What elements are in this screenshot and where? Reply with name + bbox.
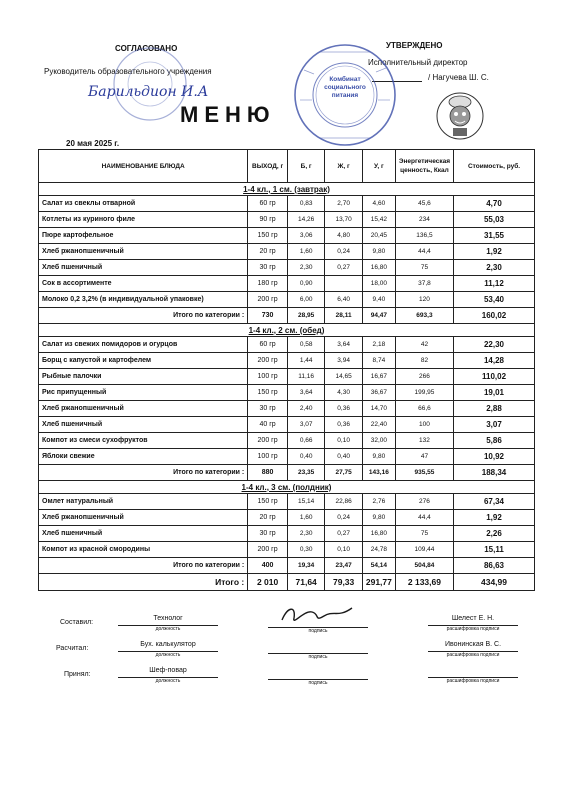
dish-protein: 11,16 bbox=[287, 369, 324, 385]
dish-energy: 120 bbox=[395, 292, 453, 308]
dish-protein: 2,30 bbox=[287, 526, 324, 542]
dish-name: Хлеб пшеничный bbox=[39, 526, 248, 542]
dish-price: 67,34 bbox=[454, 494, 535, 510]
handwritten-signature bbox=[278, 600, 358, 628]
dish-energy: 37,8 bbox=[395, 276, 453, 292]
dish-fat: 0,10 bbox=[325, 433, 362, 449]
dish-fat: 0,27 bbox=[325, 526, 362, 542]
dish-carbs: 2,76 bbox=[362, 494, 395, 510]
dish-energy: 136,5 bbox=[395, 228, 453, 244]
dish-carbs: 4,60 bbox=[362, 196, 395, 212]
table-row bbox=[39, 212, 535, 228]
dish-output: 150 гр bbox=[248, 228, 288, 244]
total-energy: 693,3 bbox=[395, 308, 453, 324]
total-carbs: 143,16 bbox=[362, 465, 395, 481]
dish-energy: 44,4 bbox=[395, 510, 453, 526]
dish-fat: 0,27 bbox=[325, 260, 362, 276]
dish-price: 3,07 bbox=[454, 417, 535, 433]
category-total-row bbox=[39, 308, 535, 324]
dish-carbs: 32,00 bbox=[362, 433, 395, 449]
dish-fat: 13,70 bbox=[325, 212, 362, 228]
dish-output: 20 гр bbox=[248, 244, 288, 260]
table-row bbox=[39, 494, 535, 510]
dish-name: Хлеб пшеничный bbox=[39, 417, 248, 433]
dish-fat: 0,40 bbox=[325, 449, 362, 465]
table-row bbox=[39, 228, 535, 244]
dish-name: Салат из свежих помидоров и огурцов bbox=[39, 337, 248, 353]
table-row bbox=[39, 433, 535, 449]
dish-protein: 0,58 bbox=[287, 337, 324, 353]
dish-price: 4,70 bbox=[454, 196, 535, 212]
total-price: 188,34 bbox=[454, 465, 535, 481]
total-protein: 23,35 bbox=[287, 465, 324, 481]
dish-output: 40 гр bbox=[248, 417, 288, 433]
dish-output: 30 гр bbox=[248, 260, 288, 276]
dish-price: 14,28 bbox=[454, 353, 535, 369]
category-total-label: Итого по категории : bbox=[39, 558, 248, 574]
dish-price: 19,01 bbox=[454, 385, 535, 401]
dish-output: 200 гр bbox=[248, 542, 288, 558]
dish-name: Хлеб ржанопшеничный bbox=[39, 244, 248, 260]
dish-protein: 2,30 bbox=[287, 260, 324, 276]
dish-energy: 266 bbox=[395, 369, 453, 385]
dish-name: Сок в ассортименте bbox=[39, 276, 248, 292]
agreed-role: Руководитель образовательного учреждения bbox=[44, 67, 212, 76]
category-total-label: Итого по категории : bbox=[39, 308, 248, 324]
sign-caption: подпись bbox=[308, 628, 328, 634]
col-protein: Б, г bbox=[287, 150, 324, 183]
dish-price: 110,02 bbox=[454, 369, 535, 385]
dish-energy: 42 bbox=[395, 337, 453, 353]
dish-price: 22,30 bbox=[454, 337, 535, 353]
dish-price: 1,92 bbox=[454, 510, 535, 526]
dish-output: 30 гр bbox=[248, 401, 288, 417]
dish-output: 60 гр bbox=[248, 196, 288, 212]
dish-protein: 3,07 bbox=[287, 417, 324, 433]
dish-name: Яблоки свежие bbox=[39, 449, 248, 465]
dish-output: 20 гр bbox=[248, 510, 288, 526]
dish-protein: 1,60 bbox=[287, 510, 324, 526]
dish-carbs: 36,67 bbox=[362, 385, 395, 401]
dish-price: 2,88 bbox=[454, 401, 535, 417]
dish-price: 55,03 bbox=[454, 212, 535, 228]
table-row bbox=[39, 369, 535, 385]
grand-price: 434,99 bbox=[454, 574, 535, 591]
approved-title: УТВЕРЖДЕНО bbox=[386, 41, 443, 50]
dish-fat: 0,10 bbox=[325, 542, 362, 558]
col-fat: Ж, г bbox=[325, 150, 362, 183]
dish-carbs: 8,74 bbox=[362, 353, 395, 369]
section-title: 1-4 кл., 2 см. (обед) bbox=[39, 324, 535, 337]
total-fat: 28,11 bbox=[325, 308, 362, 324]
dish-fat: 4,80 bbox=[325, 228, 362, 244]
col-carbs: У, г bbox=[362, 150, 395, 183]
dish-output: 30 гр bbox=[248, 526, 288, 542]
stamp-line-1: Комбинат bbox=[329, 76, 361, 83]
dish-fat: 0,24 bbox=[325, 244, 362, 260]
dish-name: Рис припущенный bbox=[39, 385, 248, 401]
dish-name: Компот из красной смородины bbox=[39, 542, 248, 558]
total-price: 160,02 bbox=[454, 308, 535, 324]
dish-output: 200 гр bbox=[248, 292, 288, 308]
col-name: НАИМЕНОВАНИЕ БЛЮДА bbox=[39, 150, 248, 183]
dish-protein: 0,83 bbox=[287, 196, 324, 212]
table-row bbox=[39, 337, 535, 353]
dish-output: 100 гр bbox=[248, 449, 288, 465]
dish-fat: 3,64 bbox=[325, 337, 362, 353]
grand-total-row bbox=[39, 574, 535, 591]
dish-carbs: 18,00 bbox=[362, 276, 395, 292]
signature-role: Шеф-повар bbox=[149, 667, 187, 674]
dish-name: Борщ с капустой и картофелем bbox=[39, 353, 248, 369]
dish-output: 100 гр bbox=[248, 369, 288, 385]
approved-role: Исполнительный директор bbox=[368, 58, 468, 67]
sign-caption: подпись bbox=[308, 680, 328, 686]
dish-carbs: 9,80 bbox=[362, 510, 395, 526]
dish-fat: 14,65 bbox=[325, 369, 362, 385]
dish-name: Молоко 0,2 3,2% (в индивидуальной упаковке) bbox=[39, 292, 248, 308]
table-row bbox=[39, 260, 535, 276]
dish-energy: 100 bbox=[395, 417, 453, 433]
dish-protein: 1,44 bbox=[287, 353, 324, 369]
dish-output: 200 гр bbox=[248, 433, 288, 449]
approved-name: / Нагучева Ш. С. bbox=[428, 73, 489, 82]
dish-energy: 276 bbox=[395, 494, 453, 510]
stamp-line-2: социального bbox=[324, 84, 366, 91]
section-title: 1-4 кл., 3 см. (полдник) bbox=[39, 481, 535, 494]
dish-price: 11,12 bbox=[454, 276, 535, 292]
grand-energy: 2 133,69 bbox=[395, 574, 453, 591]
total-output: 880 bbox=[248, 465, 288, 481]
dish-energy: 44,4 bbox=[395, 244, 453, 260]
table-row bbox=[39, 526, 535, 542]
table-row bbox=[39, 244, 535, 260]
dish-carbs: 16,67 bbox=[362, 369, 395, 385]
section-title: 1-4 кл., 1 см. (завтрак) bbox=[39, 183, 535, 196]
dish-energy: 109,44 bbox=[395, 542, 453, 558]
role-caption: должность bbox=[155, 678, 181, 684]
category-total-row bbox=[39, 558, 535, 574]
dish-name: Котлеты из куриного филе bbox=[39, 212, 248, 228]
name-caption: расшифровка подписи bbox=[446, 678, 500, 684]
total-energy: 935,55 bbox=[395, 465, 453, 481]
dish-fat: 2,70 bbox=[325, 196, 362, 212]
col-output: ВЫХОД, г bbox=[248, 150, 288, 183]
dish-carbs: 16,80 bbox=[362, 526, 395, 542]
total-output: 730 bbox=[248, 308, 288, 324]
table-row bbox=[39, 196, 535, 212]
table-row bbox=[39, 276, 535, 292]
dish-price: 2,30 bbox=[454, 260, 535, 276]
dish-carbs: 24,78 bbox=[362, 542, 395, 558]
signature-name: Шелест Е. Н. bbox=[451, 615, 495, 622]
dish-name: Хлеб ржанопшеничный bbox=[39, 401, 248, 417]
grand-carbs: 291,77 bbox=[362, 574, 395, 591]
dish-output: 150 гр bbox=[248, 494, 288, 510]
total-fat: 23,47 bbox=[325, 558, 362, 574]
dish-energy: 66,6 bbox=[395, 401, 453, 417]
col-energy: Энергетическая ценность, Ккал bbox=[395, 150, 453, 183]
grand-total-label: Итого : bbox=[39, 574, 248, 591]
dish-fat bbox=[325, 276, 362, 292]
dish-price: 2,26 bbox=[454, 526, 535, 542]
role-caption: должность bbox=[155, 652, 181, 658]
chef-emblem-icon bbox=[435, 88, 485, 143]
total-carbs: 94,47 bbox=[362, 308, 395, 324]
grand-protein: 71,64 bbox=[287, 574, 324, 591]
total-protein: 19,34 bbox=[287, 558, 324, 574]
dish-name: Хлеб ржанопшеничный bbox=[39, 510, 248, 526]
dish-energy: 234 bbox=[395, 212, 453, 228]
table-header-row bbox=[39, 150, 535, 183]
dish-price: 53,40 bbox=[454, 292, 535, 308]
agreed-title: СОГЛАСОВАНО bbox=[115, 44, 178, 53]
total-price: 86,63 bbox=[454, 558, 535, 574]
dish-output: 180 гр bbox=[248, 276, 288, 292]
name-caption: расшифровка подписи bbox=[446, 626, 500, 632]
dish-energy: 45,6 bbox=[395, 196, 453, 212]
menu-table bbox=[38, 149, 535, 591]
dish-carbs: 20,45 bbox=[362, 228, 395, 244]
dish-fat: 22,86 bbox=[325, 494, 362, 510]
section-title-row bbox=[39, 481, 535, 494]
dish-output: 60 гр bbox=[248, 337, 288, 353]
dish-fat: 0,24 bbox=[325, 510, 362, 526]
dish-price: 31,55 bbox=[454, 228, 535, 244]
signature-role: Технолог bbox=[153, 615, 183, 622]
signature-name: Ивонинская В. С. bbox=[444, 641, 502, 648]
dish-energy: 47 bbox=[395, 449, 453, 465]
dish-name: Компот из смеси сухофруктов bbox=[39, 433, 248, 449]
total-carbs: 54,14 bbox=[362, 558, 395, 574]
dish-name: Омлет натуральный bbox=[39, 494, 248, 510]
stamp-line-3: питания bbox=[331, 92, 359, 99]
table-row bbox=[39, 510, 535, 526]
dish-output: 150 гр bbox=[248, 385, 288, 401]
table-row bbox=[39, 401, 535, 417]
dish-carbs: 9,40 bbox=[362, 292, 395, 308]
dish-energy: 132 bbox=[395, 433, 453, 449]
dish-protein: 0,90 bbox=[287, 276, 324, 292]
role-caption: должность bbox=[155, 626, 181, 632]
dish-carbs: 15,42 bbox=[362, 212, 395, 228]
dish-price: 5,86 bbox=[454, 433, 535, 449]
table-row bbox=[39, 385, 535, 401]
dish-name: Пюре картофельное bbox=[39, 228, 248, 244]
table-row bbox=[39, 417, 535, 433]
dish-fat: 3,94 bbox=[325, 353, 362, 369]
grand-fat: 79,33 bbox=[325, 574, 362, 591]
table-row bbox=[39, 292, 535, 308]
category-total-label: Итого по категории : bbox=[39, 465, 248, 481]
dish-protein: 2,40 bbox=[287, 401, 324, 417]
dish-name: Рыбные палочки bbox=[39, 369, 248, 385]
section-title-row bbox=[39, 183, 535, 196]
menu-date: 20 мая 2025 г. bbox=[66, 139, 120, 148]
menu-title: МЕНЮ bbox=[180, 102, 276, 127]
dish-fat: 0,36 bbox=[325, 401, 362, 417]
signature-label: Составил: bbox=[60, 619, 94, 626]
dish-carbs: 16,80 bbox=[362, 260, 395, 276]
dish-energy: 75 bbox=[395, 526, 453, 542]
total-energy: 504,84 bbox=[395, 558, 453, 574]
dish-protein: 0,66 bbox=[287, 433, 324, 449]
dish-fat: 0,36 bbox=[325, 417, 362, 433]
dish-protein: 3,64 bbox=[287, 385, 324, 401]
grand-output: 2 010 bbox=[248, 574, 288, 591]
dish-carbs: 22,40 bbox=[362, 417, 395, 433]
total-output: 400 bbox=[248, 558, 288, 574]
category-total-row bbox=[39, 465, 535, 481]
dish-protein: 1,60 bbox=[287, 244, 324, 260]
dish-output: 90 гр bbox=[248, 212, 288, 228]
dish-carbs: 9,80 bbox=[362, 449, 395, 465]
signature-label: Принял: bbox=[64, 671, 91, 678]
col-price: Стоимость, руб. bbox=[454, 150, 535, 183]
dish-protein: 15,14 bbox=[287, 494, 324, 510]
dish-carbs: 2,18 bbox=[362, 337, 395, 353]
dish-fat: 6,40 bbox=[325, 292, 362, 308]
signature-label: Расчитал: bbox=[56, 645, 89, 652]
table-row bbox=[39, 542, 535, 558]
signature-role: Бух. калькулятор bbox=[140, 641, 196, 648]
dish-protein: 6,00 bbox=[287, 292, 324, 308]
dish-price: 1,92 bbox=[454, 244, 535, 260]
school-stamp bbox=[110, 44, 190, 124]
dish-price: 10,92 bbox=[454, 449, 535, 465]
dish-price: 15,11 bbox=[454, 542, 535, 558]
dish-protein: 0,40 bbox=[287, 449, 324, 465]
table-row bbox=[39, 449, 535, 465]
total-protein: 28,95 bbox=[287, 308, 324, 324]
sign-caption: подпись bbox=[308, 654, 328, 660]
dish-name: Хлеб пшеничный bbox=[39, 260, 248, 276]
dish-energy: 82 bbox=[395, 353, 453, 369]
dish-protein: 0,30 bbox=[287, 542, 324, 558]
dish-protein: 3,06 bbox=[287, 228, 324, 244]
total-fat: 27,75 bbox=[325, 465, 362, 481]
table-row bbox=[39, 353, 535, 369]
name-caption: расшифровка подписи bbox=[446, 652, 500, 658]
dish-energy: 199,95 bbox=[395, 385, 453, 401]
dish-name: Салат из свеклы отварной bbox=[39, 196, 248, 212]
dish-carbs: 14,70 bbox=[362, 401, 395, 417]
section-title-row bbox=[39, 324, 535, 337]
dish-output: 200 гр bbox=[248, 353, 288, 369]
dish-energy: 75 bbox=[395, 260, 453, 276]
dish-protein: 14,26 bbox=[287, 212, 324, 228]
dish-fat: 4,30 bbox=[325, 385, 362, 401]
dish-carbs: 9,80 bbox=[362, 244, 395, 260]
agreed-signature: Барильдион И.А bbox=[88, 84, 209, 100]
